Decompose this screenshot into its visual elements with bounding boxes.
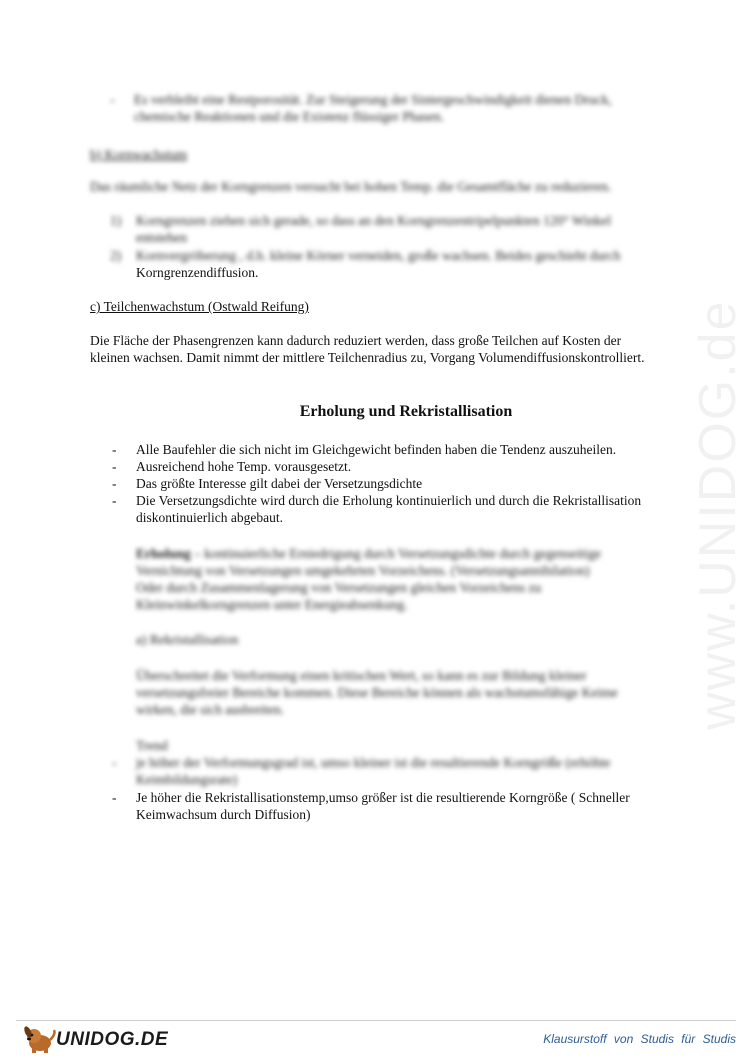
dog-logo-icon [20,1024,60,1054]
logo-text[interactable]: UNIDOG.DE [56,1029,169,1050]
rekristallisation-line: Überschreitet die Verformung einen kritischen Wert, so kann es zur Bildung kleiner [136,668,587,683]
rekristallisation-line: versetzungsfreier Bereiche kommen. Diese Bereiche können als wachstumsfähige Keime [136,685,618,700]
erholung-line: Oder durch Zusammenlagerung von Versetzungen gleichen Vorzeichens zu [136,580,542,595]
last-bullet-line: Je höher die Rekristallisationstemp,umso größer ist die resultierende Korngröße ( Schneller [136,790,630,805]
item2-continuation: Korngrenzendiffusion. [136,265,259,280]
trend-line: je höher der Verformungsgrad ist, umso kleiner ist die resultierende Korngröße (erhöhte [136,755,611,770]
last-bullet-line: Keimwachsum durch Diffusion) [136,807,311,822]
item-line: Korngrenzen ziehen sich gerade, so dass an den Korngrenzentripelpunkten 120° Winkel [136,213,612,228]
trend-line: Keimbildungsrate) [136,772,238,787]
bullet-dash: - [112,755,117,770]
footer-slogan: Klausurstoff von Studis für Studis [543,1032,736,1046]
erholung-line: – kontinuierliche Erniedrigung durch Versetzungsdichte durch gegenseitige [190,546,602,561]
paragraph-line: kleinen wachsen. Damit nimmt der mittlere Teilchenradius zu, Vorgang Volumendiffusionskontrolliert. [90,350,645,365]
erholung-bold: Erholung [136,546,191,561]
erholung-line: Kleinwinkelkorngrenzen unter Energieabsenkung. [136,597,408,612]
item-line: entstehen [136,230,187,245]
section-title: Erholung und Rekristallisation [299,403,513,420]
rekristallisation-line: wirken, die sich ausbreiten. [136,702,285,717]
heading-c: c) Teilchenwachstum (Ostwald Reifung) [90,299,309,314]
erholung-paragraph [136,545,676,613]
blurred-bullet-line: chemische Reaktionen und die Existenz flüssiger Phasen. [134,109,445,124]
footer-divider [16,1020,736,1021]
trend-label: Trend [136,738,168,753]
item-line: Kornvergröberung , d.h. kleine Körner verneiden, große wachsen. Beides geschieht durch [136,248,621,263]
blurred-bullet-line: Es verbleibt eine Restporosität. Zur Steigerung der Sintergeschwindigkeit dienen Druck, [134,92,612,107]
bullet-dash: - [110,92,115,107]
rekristallisation-paragraph [136,667,686,718]
bullet-dash: - [112,790,117,805]
bullet-line: Alle Baufehler die sich nicht im Gleichgewicht befinden haben die Tendenz auszuheilen. [136,442,617,457]
paragraph-line: Die Fläche der Phasengrenzen kann dadurch reduziert werden, dass große Teilchen auf Kosten der [90,333,622,348]
paragraph-c [90,332,730,366]
bullet-line: Die Versetzungsdichte wird durch die Erholung kontinuierlich und durch die Rekristallisation [136,493,642,508]
rekristallisation-heading: a) Rekristallisation [136,632,239,647]
bullet-line: Das größte Interesse gilt dabei der Versetzungsdichte [136,476,423,491]
erholung-line: Vernichtung von Versetzungen umgekehrten Vorzeichens. (Versetzungsannihilation) [136,563,590,578]
heading-b: b) Kornwachstum [90,147,188,162]
watermark-text: www.UNIDOG.de [689,299,747,730]
blurred-paragraph: Das räumliche Netz der Korngrenzen versucht bei hohen Temp. die Gesamtfläche zu reduzieren. [90,179,612,194]
bullet-line: diskontinuierlich abgebaut. [136,510,283,525]
item-number: 2) [110,248,122,263]
bullet-line: Ausreichend hohe Temp. vorausgesetzt. [136,459,352,474]
item-number: 1) [110,213,122,228]
